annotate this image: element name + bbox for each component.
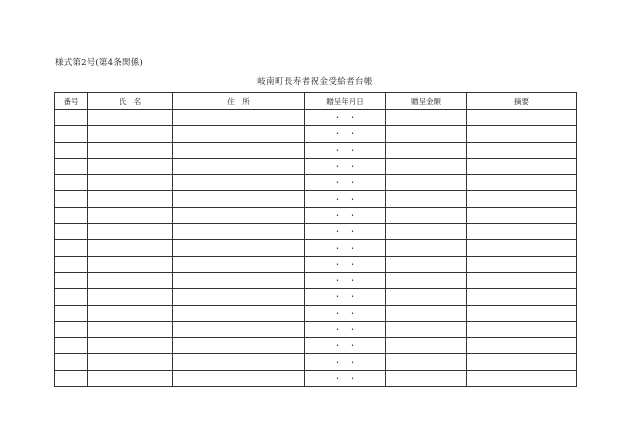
cell-presentation-date[interactable]: ・ ・ bbox=[305, 321, 386, 337]
cell-amount[interactable] bbox=[386, 158, 467, 174]
recipient-ledger-table bbox=[54, 92, 577, 387]
table-row bbox=[55, 126, 577, 142]
cell-address[interactable] bbox=[173, 321, 305, 337]
table-row bbox=[55, 224, 577, 240]
cell-name[interactable] bbox=[88, 370, 173, 386]
cell-address[interactable] bbox=[173, 289, 305, 305]
cell-presentation-date[interactable]: ・ ・ bbox=[305, 256, 386, 272]
table-row bbox=[55, 158, 577, 174]
cell-presentation-date[interactable]: ・ ・ bbox=[305, 158, 386, 174]
cell-amount[interactable] bbox=[386, 305, 467, 321]
cell-number[interactable] bbox=[55, 305, 88, 321]
cell-address[interactable] bbox=[173, 354, 305, 370]
cell-name[interactable] bbox=[88, 256, 173, 272]
cell-name[interactable] bbox=[88, 126, 173, 142]
cell-name[interactable] bbox=[88, 240, 173, 256]
column-header-name: 氏 名 bbox=[88, 93, 173, 110]
cell-presentation-date[interactable]: ・ ・ bbox=[305, 272, 386, 288]
cell-address[interactable] bbox=[173, 338, 305, 354]
cell-remarks[interactable] bbox=[467, 289, 577, 305]
form-number-label: 様式第2号(第4条関係) bbox=[55, 58, 143, 68]
cell-remarks[interactable] bbox=[467, 240, 577, 256]
cell-remarks[interactable] bbox=[467, 175, 577, 191]
cell-number[interactable] bbox=[55, 158, 88, 174]
cell-name[interactable] bbox=[88, 224, 173, 240]
cell-name[interactable] bbox=[88, 191, 173, 207]
cell-amount[interactable] bbox=[386, 207, 467, 223]
cell-presentation-date[interactable]: ・ ・ bbox=[305, 370, 386, 386]
table-row bbox=[55, 191, 577, 207]
cell-name[interactable] bbox=[88, 207, 173, 223]
cell-address[interactable] bbox=[173, 305, 305, 321]
cell-number[interactable] bbox=[55, 191, 88, 207]
cell-name[interactable] bbox=[88, 289, 173, 305]
column-header-address: 住 所 bbox=[173, 93, 305, 110]
table-row bbox=[55, 370, 577, 386]
document-title: 岐南町長寿者祝金受給者台帳 bbox=[257, 77, 373, 87]
cell-amount[interactable] bbox=[386, 321, 467, 337]
cell-address[interactable] bbox=[173, 224, 305, 240]
cell-remarks[interactable] bbox=[467, 256, 577, 272]
cell-remarks[interactable] bbox=[467, 158, 577, 174]
cell-address[interactable] bbox=[173, 175, 305, 191]
table-body bbox=[55, 110, 577, 387]
cell-presentation-date[interactable]: ・ ・ bbox=[305, 142, 386, 158]
cell-number[interactable] bbox=[55, 354, 88, 370]
cell-name[interactable] bbox=[88, 321, 173, 337]
cell-presentation-date[interactable]: ・ ・ bbox=[305, 191, 386, 207]
cell-amount[interactable] bbox=[386, 338, 467, 354]
table-row bbox=[55, 142, 577, 158]
cell-presentation-date[interactable]: ・ ・ bbox=[305, 354, 386, 370]
cell-name[interactable] bbox=[88, 305, 173, 321]
cell-remarks[interactable] bbox=[467, 338, 577, 354]
cell-address[interactable] bbox=[173, 142, 305, 158]
cell-address[interactable] bbox=[173, 272, 305, 288]
cell-address[interactable] bbox=[173, 158, 305, 174]
cell-amount[interactable] bbox=[386, 256, 467, 272]
cell-amount[interactable] bbox=[386, 370, 467, 386]
cell-amount[interactable] bbox=[386, 289, 467, 305]
cell-amount[interactable] bbox=[386, 175, 467, 191]
cell-remarks[interactable] bbox=[467, 191, 577, 207]
cell-presentation-date[interactable]: ・ ・ bbox=[305, 207, 386, 223]
cell-address[interactable] bbox=[173, 240, 305, 256]
cell-remarks[interactable] bbox=[467, 126, 577, 142]
cell-amount[interactable] bbox=[386, 240, 467, 256]
table-row bbox=[55, 175, 577, 191]
cell-number[interactable] bbox=[55, 256, 88, 272]
cell-amount[interactable] bbox=[386, 191, 467, 207]
cell-number[interactable] bbox=[55, 224, 88, 240]
cell-address[interactable] bbox=[173, 126, 305, 142]
cell-amount[interactable] bbox=[386, 142, 467, 158]
cell-presentation-date[interactable]: ・ ・ bbox=[305, 305, 386, 321]
table-row bbox=[55, 110, 577, 126]
cell-remarks[interactable] bbox=[467, 305, 577, 321]
table-row bbox=[55, 354, 577, 370]
cell-address[interactable] bbox=[173, 256, 305, 272]
table-row bbox=[55, 272, 577, 288]
cell-name[interactable] bbox=[88, 338, 173, 354]
cell-name[interactable] bbox=[88, 158, 173, 174]
cell-remarks[interactable] bbox=[467, 207, 577, 223]
table-row bbox=[55, 240, 577, 256]
cell-number[interactable] bbox=[55, 126, 88, 142]
table-row bbox=[55, 305, 577, 321]
cell-number[interactable] bbox=[55, 240, 88, 256]
cell-number[interactable] bbox=[55, 321, 88, 337]
cell-name[interactable] bbox=[88, 272, 173, 288]
cell-address[interactable] bbox=[173, 110, 305, 126]
cell-remarks[interactable] bbox=[467, 110, 577, 126]
cell-remarks[interactable] bbox=[467, 142, 577, 158]
cell-amount[interactable] bbox=[386, 110, 467, 126]
cell-amount[interactable] bbox=[386, 272, 467, 288]
cell-presentation-date[interactable]: ・ ・ bbox=[305, 175, 386, 191]
column-header-amount: 贈呈金額 bbox=[386, 93, 467, 110]
cell-name[interactable] bbox=[88, 354, 173, 370]
table-row bbox=[55, 289, 577, 305]
cell-number[interactable] bbox=[55, 289, 88, 305]
column-header-presentation-date: 贈呈年月日 bbox=[305, 93, 386, 110]
table-row bbox=[55, 256, 577, 272]
cell-name[interactable] bbox=[88, 175, 173, 191]
cell-remarks[interactable] bbox=[467, 224, 577, 240]
cell-address[interactable] bbox=[173, 191, 305, 207]
cell-number[interactable] bbox=[55, 175, 88, 191]
cell-remarks[interactable] bbox=[467, 272, 577, 288]
cell-number[interactable] bbox=[55, 110, 88, 126]
cell-address[interactable] bbox=[173, 207, 305, 223]
column-header-number: 番号 bbox=[55, 93, 88, 110]
cell-amount[interactable] bbox=[386, 224, 467, 240]
cell-name[interactable] bbox=[88, 110, 173, 126]
cell-number[interactable] bbox=[55, 370, 88, 386]
cell-presentation-date[interactable]: ・ ・ bbox=[305, 110, 386, 126]
cell-number[interactable] bbox=[55, 338, 88, 354]
cell-presentation-date[interactable]: ・ ・ bbox=[305, 126, 386, 142]
column-header-remarks: 摘要 bbox=[467, 93, 577, 110]
table-row bbox=[55, 338, 577, 354]
cell-number[interactable] bbox=[55, 272, 88, 288]
cell-presentation-date[interactable]: ・ ・ bbox=[305, 224, 386, 240]
cell-number[interactable] bbox=[55, 142, 88, 158]
cell-remarks[interactable] bbox=[467, 354, 577, 370]
cell-presentation-date[interactable]: ・ ・ bbox=[305, 338, 386, 354]
cell-remarks[interactable] bbox=[467, 370, 577, 386]
table-row bbox=[55, 207, 577, 223]
cell-presentation-date[interactable]: ・ ・ bbox=[305, 289, 386, 305]
table-row bbox=[55, 321, 577, 337]
cell-number[interactable] bbox=[55, 207, 88, 223]
cell-presentation-date[interactable]: ・ ・ bbox=[305, 240, 386, 256]
cell-remarks[interactable] bbox=[467, 321, 577, 337]
cell-address[interactable] bbox=[173, 370, 305, 386]
cell-amount[interactable] bbox=[386, 354, 467, 370]
table-header-row bbox=[55, 93, 577, 110]
cell-name[interactable] bbox=[88, 142, 173, 158]
cell-amount[interactable] bbox=[386, 126, 467, 142]
